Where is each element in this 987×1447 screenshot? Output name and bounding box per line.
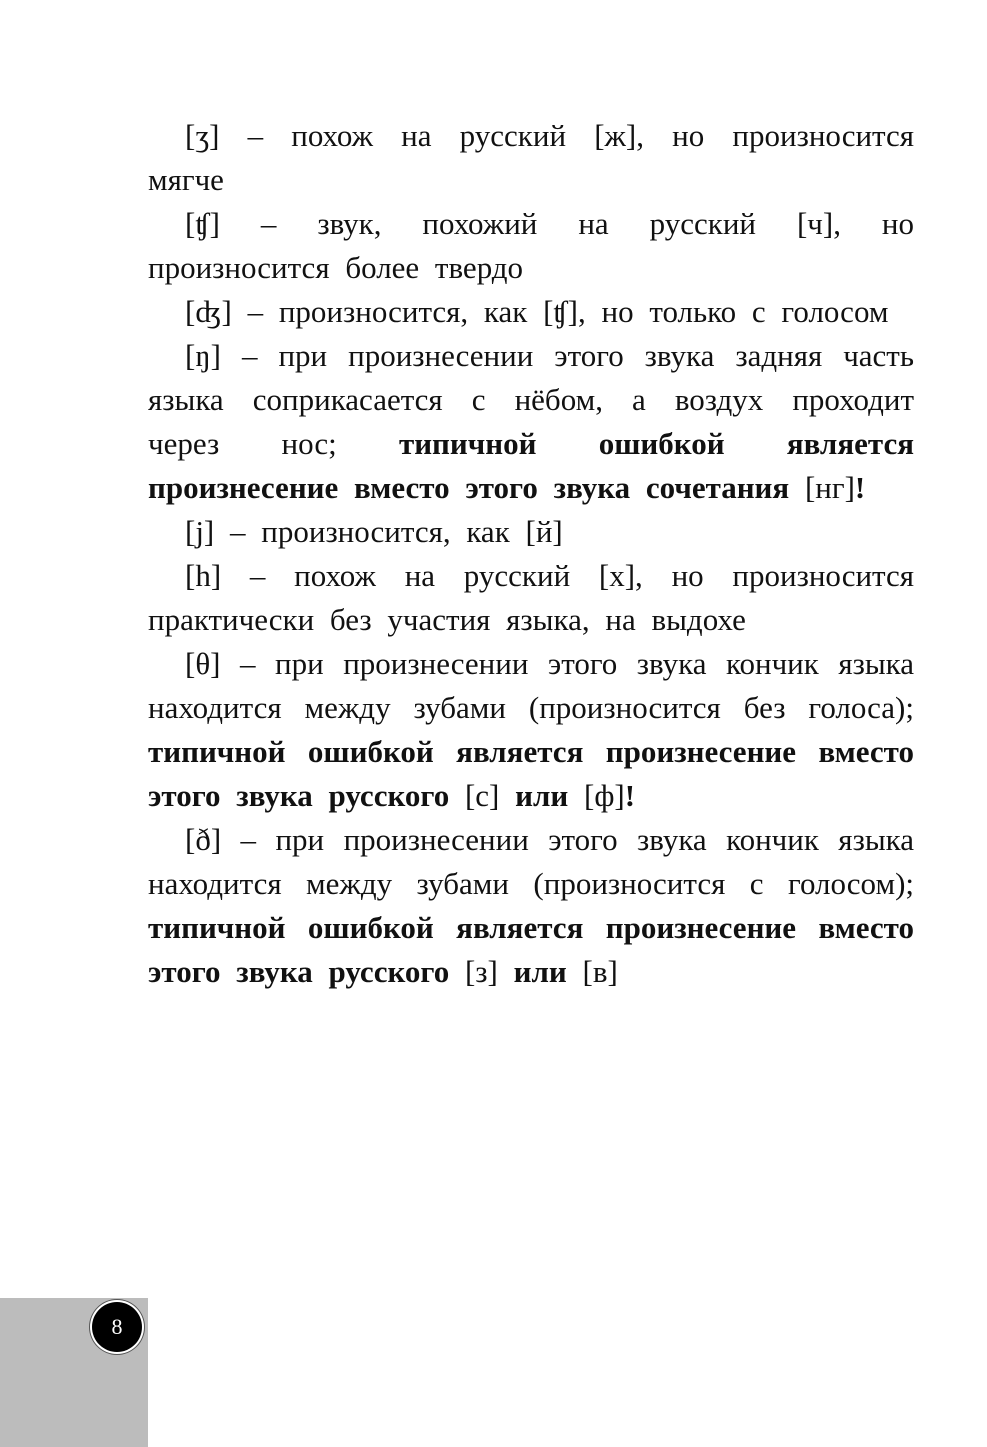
entry-text: [ф] <box>568 778 625 813</box>
phonetic-entry-ng <box>148 334 914 510</box>
entry-text: [с] <box>449 778 516 813</box>
entry-text: [в] <box>566 954 618 989</box>
phonetic-entry-j <box>148 510 914 554</box>
phonetic-entry-theta <box>148 642 914 818</box>
entry-text: [з] <box>449 954 514 989</box>
phonetic-entry-dzh <box>148 290 914 334</box>
phonetic-entry-zh <box>148 114 914 202</box>
entry-warning: типичной ошибкой является произнесение вместо этого звука русского <box>148 734 914 813</box>
page-number-badge: 8 <box>92 1302 142 1352</box>
entry-text: [h] – похож на русский [х], но произносится практически без участия языка, на выдохе <box>148 558 914 637</box>
phonetic-entry-ch <box>148 202 914 290</box>
entry-text: [θ] – при произнесении этого звука кончик языка находится между зубами (произносится без голоса); <box>148 646 914 725</box>
entry-warning: или <box>515 778 569 813</box>
entry-text: [ð] – при произнесении этого звука кончик языка находится между зубами (произносится с голосом); <box>148 822 914 901</box>
entry-warning: типичной ошибкой является произнесение вместо этого звука сочетания <box>148 426 914 505</box>
entry-text: [ʤ] – произносится, как [ʧ], но только с голосом <box>185 294 889 329</box>
phonetic-entry-h <box>148 554 914 642</box>
phonetic-entry-eth <box>148 818 914 994</box>
entry-text: [j] – произносится, как [й] <box>185 514 563 549</box>
entry-text: [ʧ] – звук, похожий на русский [ч], но произносится более твердо <box>148 206 914 285</box>
entry-exclamation: ! <box>624 778 636 813</box>
entry-text: [нг] <box>789 470 855 505</box>
entry-warning: или <box>513 954 567 989</box>
page-body <box>148 114 914 994</box>
entry-warning: типичной ошибкой является произнесение вместо этого звука русского <box>148 910 914 989</box>
entry-exclamation: ! <box>854 470 866 505</box>
entry-text: [ŋ] – при произнесении этого звука задняя часть языка соприкасается с нёбом, а воздух проходит через нос; <box>148 338 914 461</box>
entry-text: [ʒ] – похож на русский [ж], но произносится мягче <box>148 118 914 197</box>
